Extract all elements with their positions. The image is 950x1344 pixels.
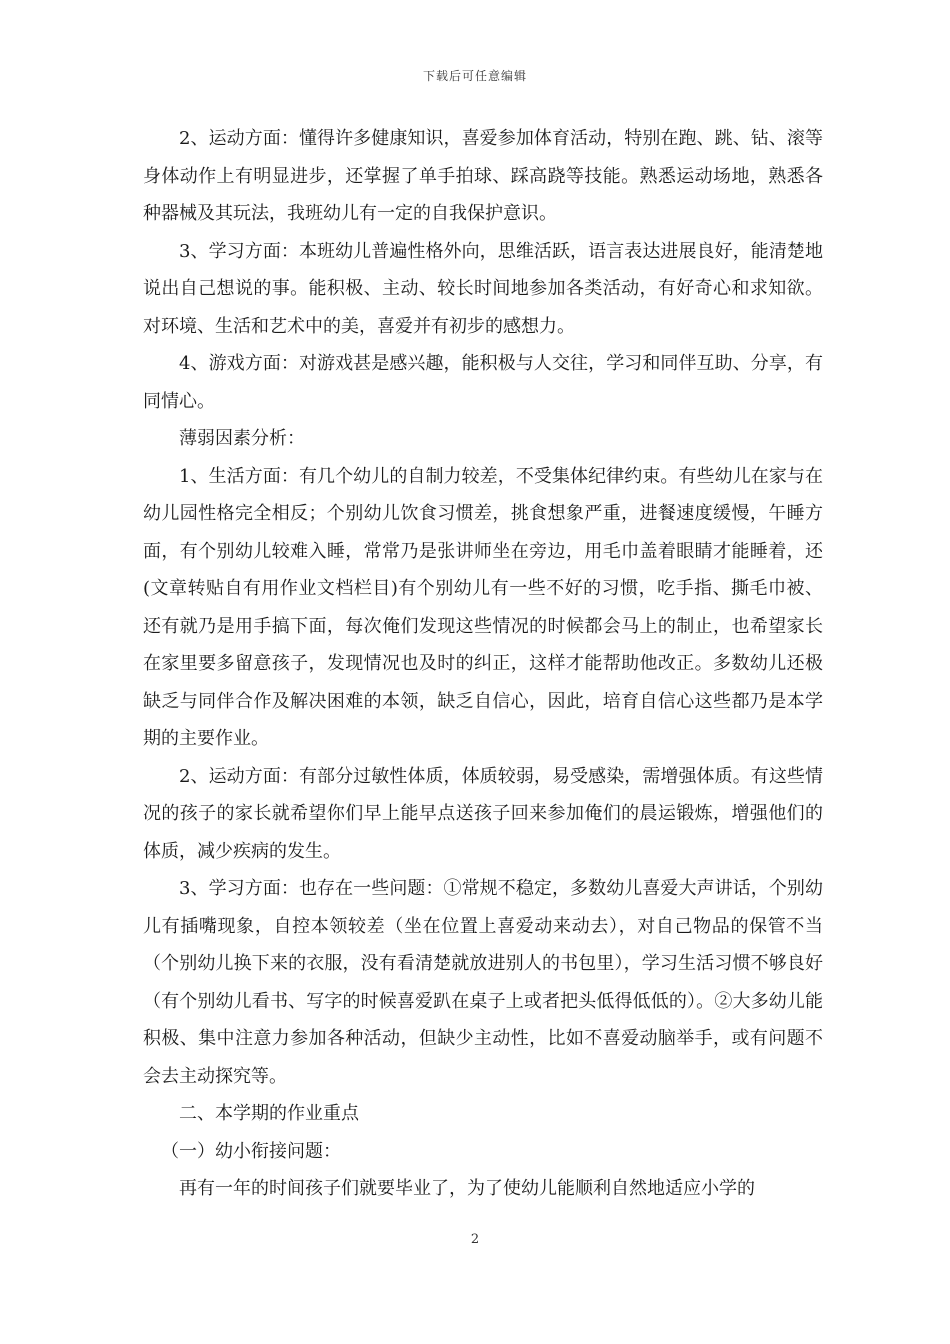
page-header: 下载后可任意编辑 [422, 69, 527, 83]
section-heading-focus: 二、本学期的作业重点 [179, 1103, 359, 1124]
page-number: 2 [470, 1232, 480, 1247]
document-body [143, 120, 823, 1208]
paragraph-weak-life: 1、生活方面：有几个幼儿的自制力较差，不受集体纪律约束。有些幼儿在家与在幼儿园性格完全相反；个别幼儿饮食习惯差，挑食想象严重，进餐速度缓慢，午睡方面，有个别幼儿较难入睡，常常乃是张讲师坐在旁边，用毛巾盖着眼睛才能睡着，还(文章转贴自有用作业文档栏目)有个别幼儿有一些不好的习惯，吃手指、撕毛巾被、还有就乃是用手搞下面，每次俺们发现这些情况的时候都会马上的制止，也希望家长在家里要多留意孩子，发现情况也及时的纠正，这样才能帮助他改正。多数幼儿还极缺乏与同伴合作及解决困难的本领，缺乏自信心，因此，培育自信心这些都乃是本学期的主要作业。 [143, 465, 823, 749]
paragraph-sports: 2、运动方面：懂得许多健康知识，喜爱参加体育活动，特别在跑、跳、钻、滚等身体动作上有明显进步，还掌握了单手拍球、踩高跷等技能。熟悉运动场地，熟悉各种器械及其玩法，我班幼儿有一定的自我保护意识。 [143, 128, 823, 224]
paragraph-weak-learning: 3、学习方面：也存在一些问题：①常规不稳定，多数幼儿喜爱大声讲话，个别幼儿有插嘴现象，自控本领较差（坐在位置上喜爱动来动去），对自己物品的保管不当（个别幼儿换下来的衣服，没有看清楚就放进别人的书包里），学习生活习惯不够良好（有个别幼儿看书、写字的时候喜爱趴在桌子上或者把头低得低低的）。②大多幼儿能积极、集中注意力参加各种活动，但缺少主动性，比如不喜爱动脑举手，或有问题不会去主动探究等。 [143, 878, 823, 1087]
paragraph-games: 4、游戏方面：对游戏甚是感兴趣，能积极与人交往，学习和同伴互助、分享，有同情心。 [143, 353, 823, 412]
subsection-heading-transition: （一）幼小衔接问题： [161, 1140, 341, 1162]
paragraph-learning: 3、学习方面：本班幼儿普遍性格外向，思维活跃，语言表达进展良好，能清楚地说出自己想说的事。能积极、主动、较长时间地参加各类活动，有好奇心和求知欲。对环境、生活和艺术中的美，喜爱并有初步的感想力。 [143, 240, 823, 337]
paragraph-transition: 再有一年的时间孩子们就要毕业了，为了使幼儿能顺利自然地适应小学的 [179, 1178, 755, 1199]
paragraph-weak-sports: 2、运动方面：有部分过敏性体质，体质较弱，易受感染，需增强体质。有这些情况的孩子的家长就希望你们早上能早点送孩子回来参加俺们的晨运锻炼，增强他们的体质，减少疾病的发生。 [143, 765, 823, 862]
section-heading-weakness: 薄弱因素分析： [179, 428, 305, 449]
